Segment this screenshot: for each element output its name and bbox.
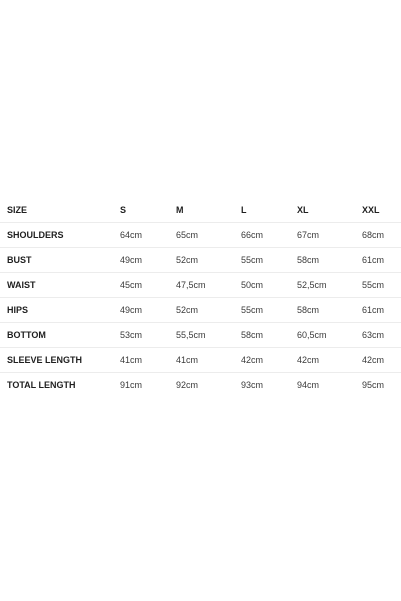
table-cell: 63cm <box>362 323 401 348</box>
table-cell: 61cm <box>362 248 401 273</box>
row-label: TOTAL LENGTH <box>7 380 76 390</box>
table-cell: 55,5cm <box>176 323 241 348</box>
table-cell: 42cm <box>241 348 297 373</box>
table-cell: 94cm <box>297 380 320 390</box>
table-cell: 47,5cm <box>176 273 241 298</box>
table-cell: 55cm <box>241 298 297 323</box>
header-cell-xl: XL <box>297 198 362 223</box>
table-cell: 58cm <box>241 323 297 348</box>
row-label: WAIST <box>0 273 120 298</box>
table-cell: 65cm <box>176 223 241 248</box>
table-cell: 66cm <box>241 223 297 248</box>
header-cell-xxl: XXL <box>362 198 401 223</box>
row-label: SLEEVE LENGTH <box>0 348 120 373</box>
row-label: BUST <box>0 248 120 273</box>
table-cell: 64cm <box>120 223 176 248</box>
table-cell: 41cm <box>120 348 176 373</box>
table-cell: 58cm <box>297 248 362 273</box>
header-cell-l: L <box>241 198 297 223</box>
header-cell-m: M <box>176 198 241 223</box>
table-cell: 52,5cm <box>297 273 362 298</box>
table-cell: 42cm <box>297 348 362 373</box>
table-cell: 55cm <box>362 273 401 298</box>
table-row <box>0 373 401 398</box>
table-row <box>0 273 401 298</box>
table-cell: 52cm <box>176 298 241 323</box>
row-label: BOTTOM <box>0 323 120 348</box>
table-cell: 61cm <box>362 298 401 323</box>
table-cell: 95cm <box>362 380 385 390</box>
table-cell: 60,5cm <box>297 323 362 348</box>
table-cell: 67cm <box>297 223 362 248</box>
header-cell-size: SIZE <box>0 198 120 223</box>
table-cell: 91cm <box>120 380 143 390</box>
table-cell: 55cm <box>241 248 297 273</box>
table-cell: 58cm <box>297 298 362 323</box>
table-cell: 41cm <box>176 348 241 373</box>
table-cell: 53cm <box>120 323 176 348</box>
table-cell: 49cm <box>120 298 176 323</box>
table-cell: 93cm <box>241 380 264 390</box>
table-row <box>0 323 401 348</box>
table-cell: 42cm <box>362 348 401 373</box>
table-cell: 50cm <box>241 273 297 298</box>
table-row <box>0 248 401 273</box>
table-cell: 68cm <box>362 223 401 248</box>
table-row <box>0 348 401 373</box>
header-cell-s: S <box>120 198 176 223</box>
table-row <box>0 298 401 323</box>
row-label: HIPS <box>0 298 120 323</box>
table-cell: 92cm <box>176 380 199 390</box>
table-cell: 49cm <box>120 248 176 273</box>
table-cell: 45cm <box>120 273 176 298</box>
size-chart-table <box>0 198 401 397</box>
table-row <box>0 223 401 248</box>
table-header-row <box>0 198 401 223</box>
row-label: SHOULDERS <box>0 223 120 248</box>
table-cell: 52cm <box>176 248 241 273</box>
